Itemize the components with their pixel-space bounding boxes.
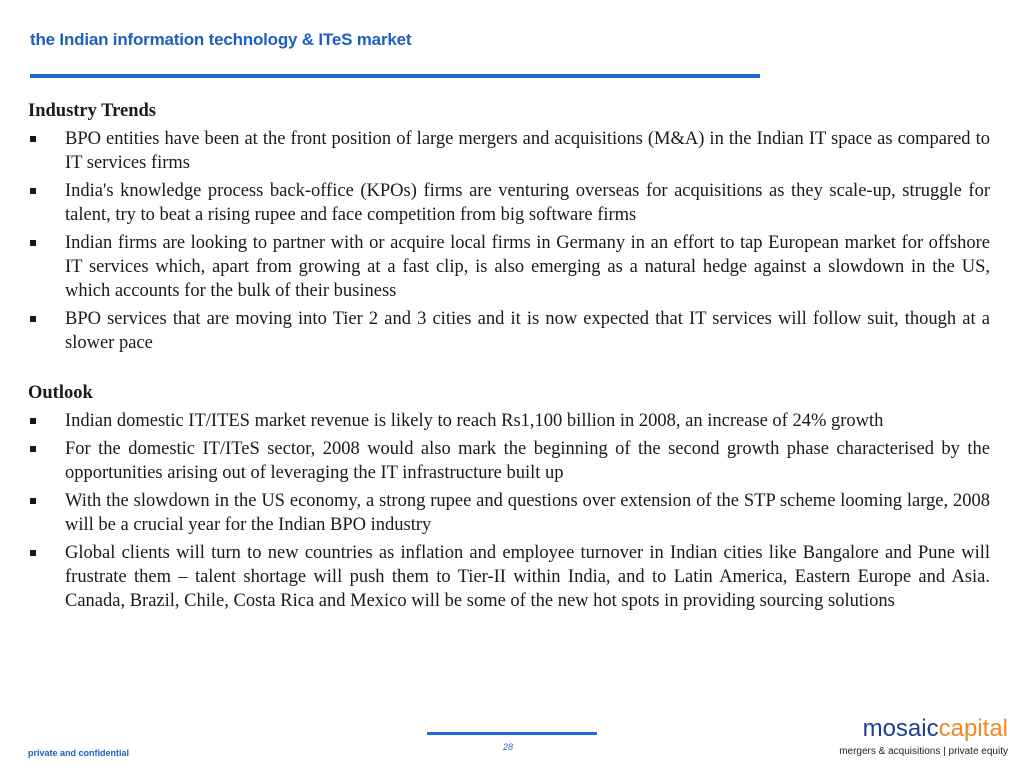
bullet-item: Indian firms are looking to partner with or acquire local firms in Germany in an effort to tap European market for offshore IT services which, apart from growing at a fast clip, is also emerging as a natural hedge against a slowdown in the US, which accounts for the bulk of their business — [28, 231, 990, 303]
slide-content — [28, 99, 990, 617]
bullet-item: Global clients will turn to new countries as inflation and employee turnover in Indian cities like Bangalore and Pune will frustrate them – talent shortage will push them to Tier-II within India, and to Latin America, Eastern Europe and Asia. Canada, Brazil, Chile, Costa Rica and Mexico will be some of the new hot spots in providing sourcing solutions — [28, 541, 990, 613]
company-logo — [839, 716, 1008, 757]
bullet-item: BPO entities have been at the front position of large mergers and acquisitions (M&A) in the Indian IT space as compared to IT services firms — [28, 127, 990, 175]
slide-title: the Indian information technology & ITeS market — [30, 30, 412, 49]
logo-wordmark — [839, 716, 1008, 742]
logo-mosaic-text: mosaic — [862, 715, 939, 742]
bullet-item: With the slowdown in the US economy, a strong rupee and questions over extension of the STP scheme looming large, 2008 will be a crucial year for the Indian BPO industry — [28, 489, 990, 537]
bullet-item: BPO services that are moving into Tier 2 and 3 cities and it is now expected that IT services will follow suit, though at a slower pace — [28, 307, 990, 355]
industry-trends-list — [28, 127, 990, 355]
logo-tagline: mergers & acquisitions | private equity — [839, 746, 1008, 757]
bullet-item: India's knowledge process back-office (KPOs) firms are venturing overseas for acquisitions as they scale-up, struggle for talent, try to beat a rising rupee and face competition from big software firms — [28, 179, 990, 227]
title-underline — [30, 74, 760, 78]
page-number: 28 — [503, 742, 514, 752]
section-heading-outlook: Outlook — [28, 383, 93, 403]
confidential-notice: private and confidential — [28, 748, 130, 758]
footer-divider — [427, 732, 597, 735]
bullet-item: For the domestic IT/ITeS sector, 2008 would also mark the beginning of the second growth phase characterised by the opportunities arising out of leveraging the IT infrastructure built up — [28, 437, 990, 485]
outlook-list — [28, 409, 990, 613]
bullet-item: Indian domestic IT/ITES market revenue is likely to reach Rs1,100 billion in 2008, an increase of 24% growth — [28, 409, 990, 433]
logo-capital-text: capital — [938, 715, 1008, 742]
section-heading-industry-trends: Industry Trends — [28, 101, 157, 121]
